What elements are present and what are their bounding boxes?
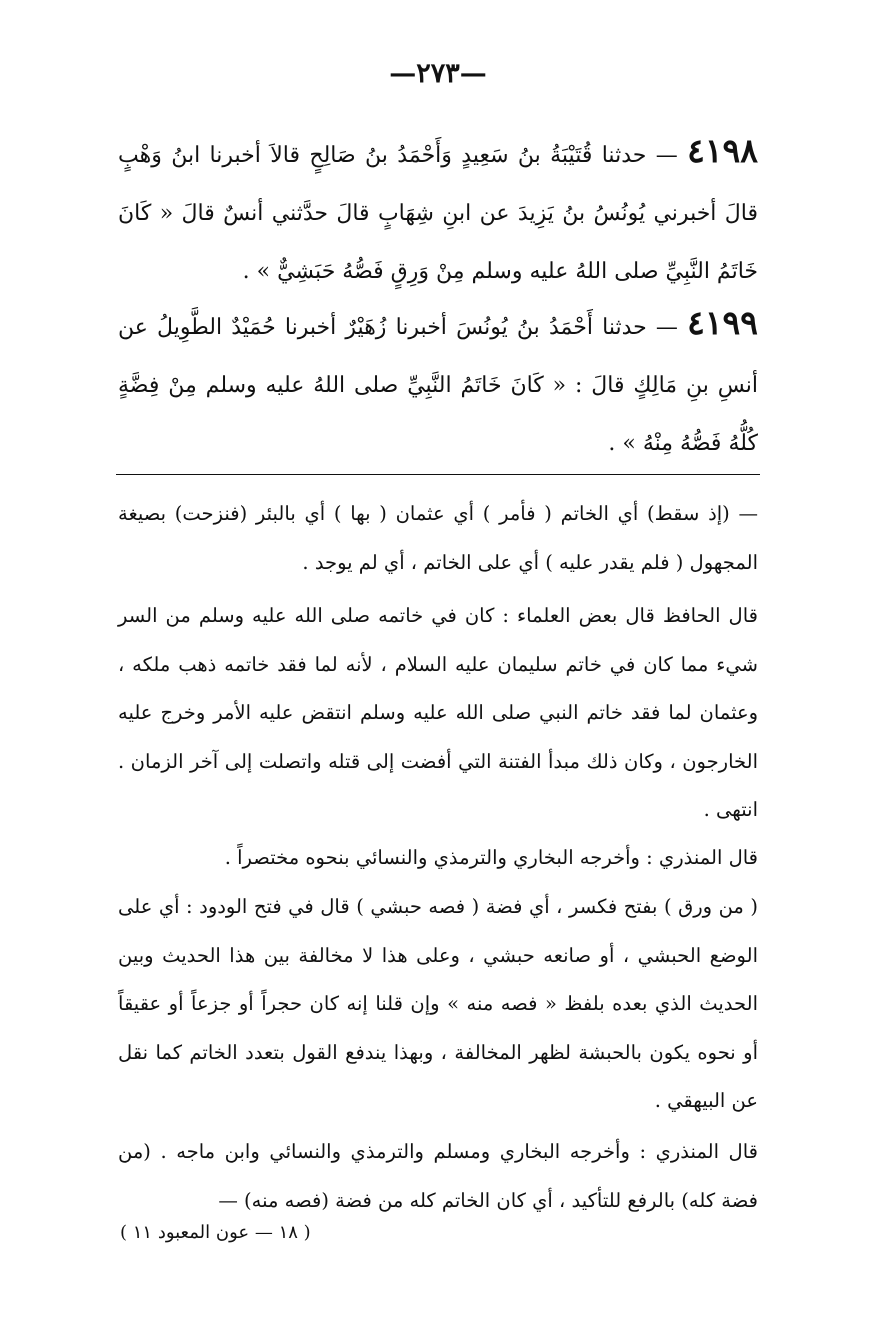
commentary-paragraph: — (إذ سقط) أي الخاتم ( فأمر ) أي عثمان ( بها ) أي بالبئر (فنزحت) بصيغة المجهول ( فلم يقدر عليه ) أي على الخاتم ، أي لم يوجد .: [118, 502, 758, 574]
hadith-number: ٤١٩٩: [687, 303, 758, 342]
hadith-number: ٤١٩٨: [687, 131, 758, 170]
footnote-separator: [116, 474, 760, 475]
hadith-4198: [118, 122, 758, 301]
page-footer: ( ١٨ — عون المعبود ١١ ): [120, 1222, 311, 1243]
commentary-paragraph: قال الحافظ قال بعض العلماء : كان في خاتمه صلى الله عليه وسلم من السر شيء مما كان في خاتم سليمان عليه السلام ، لأنه لما فقد خاتمه ذهب ملكه ، وعثمان لما فقد خاتم النبي صلى الله عليه وسلم انتقض عليه الأمر وخرج عليه الخارجون ، وكان ذلك مبدأ الفتنة التي أفضت إلى قتله واتصلت إلى آخر الزمان . انتهى .: [118, 604, 758, 821]
page-number: —٢٧٣—: [389, 58, 487, 89]
commentary-paragraph: قال المنذري : وأخرجه البخاري ومسلم والترمذي والنسائي وابن ماجه . (من فضة كله) بالرفع للتأكيد ، أي كان الخاتم كله من فضة (فصه منه) —: [118, 1140, 758, 1212]
commentary-paragraph: قال المنذري : وأخرجه البخاري والترمذي والنسائي بنحوه مختصراً .: [224, 846, 758, 869]
hadith-text: — حدثنا أَحْمَدُ بنُ يُونُسَ أخبرنا زُهَيْرٌ أخبرنا حُمَيْدٌ الطَّوِيلُ عن أنسِ بنِ مَالِكٍ قالَ : « كَانَ خَاتَمُ النَّبِيِّ صلى اللهُ عليه وسلم مِنْ فِضَّةٍ كُلُّهُ فَصُّهُ مِنْهُ » .: [118, 315, 758, 456]
hadith-text: — حدثنا قُتَيْبَةُ بنُ سَعِيدٍ وَأَحْمَدُ بنُ صَالِحٍ قالاَ أخبرنا ابنُ وَهْبٍ قالَ أخبرني يُونُسُ بنُ يَزِيدَ عن ابنِ شِهَابٍ قالَ حدَّثني أنسٌ قالَ « كَانَ خَاتَمُ النَّبِيِّ صلى اللهُ عليه وسلم مِنْ وَرِقٍ فَصُّهُ حَبَشِيٌّ » .: [118, 143, 758, 284]
hadith-4199: [118, 294, 758, 473]
commentary-paragraph: ( من ورق ) بفتح فكسر ، أي فضة ( فصه حبشي ) قال في فتح الودود : أي على الوضع الحبشي ، أو صانعه حبشي ، وعلى هذا لا مخالفة بين هذا الحديث وبين الحديث الذي بعده بلفظ « فصه منه » وإن قلنا إنه كان حجراً أو جزعاً أو عقيقاً أو نحوه يكون بالحبشة لظهر المخالفة ، وبهذا يندفع القول بتعدد الخاتم كما نقل عن البيهقي .: [118, 895, 758, 1112]
